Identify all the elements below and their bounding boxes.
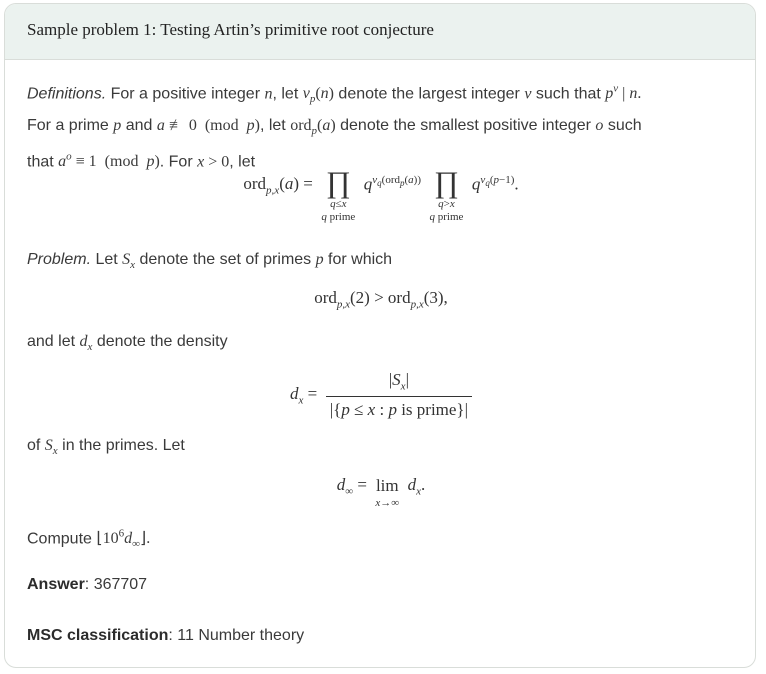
math-p: p (113, 116, 122, 134)
text: denote the set of primes (135, 251, 316, 268)
math-p: p (315, 251, 324, 268)
text: denote the density (92, 333, 228, 350)
math-ordp: ord$_p$(a) (290, 116, 336, 137)
math-dx: $d_x$ (79, 333, 93, 354)
answer-label: Answer (27, 576, 85, 593)
inequality-formula: ord$_{p,x}$(2) > ord$_{p,x}$(3), (314, 288, 448, 311)
msc-value: : 11 Number theory (168, 627, 305, 644)
definitions-line-2 (27, 113, 733, 144)
definitions-paragraph (27, 76, 733, 175)
density-paragraph (27, 329, 733, 360)
text: in the primes. Let (57, 437, 185, 454)
ord-definition-formula: ord$_{p,x}$(a) = ∏ q≤x q prime $q^{v_q(ord_p(a))}$ ∏ q>x q prime $q^{v_q(p-1)}$. (243, 166, 519, 223)
compute-paragraph (27, 521, 733, 558)
limit-operator: lim x→∞ (375, 476, 400, 509)
math-Sx: $S_x$ (122, 251, 136, 272)
text: and (121, 116, 157, 134)
text: denote the largest integer (333, 85, 525, 103)
text: , let (229, 153, 256, 171)
density-formula: $d_x$ = $\frac{|S_x|}{\text{|\{p ≤ x : p is prime\}|}}$ (5, 370, 756, 420)
math-o: o (595, 116, 604, 134)
text: for which (323, 251, 393, 268)
text: that (27, 153, 59, 171)
product-symbol-large-q: ∏ q>x q prime (429, 166, 464, 223)
card-title: Sample problem 1: Testing Artin’s primitive root conjecture (5, 4, 755, 60)
answer-line (27, 572, 733, 598)
msc-line (27, 623, 733, 649)
math-floor-expression: $⌊10^6d_\infty⌋$. (96, 528, 151, 551)
math-a-not-zero: a ≢ 0 (mod p) (156, 116, 260, 134)
math-n: n (264, 85, 273, 103)
math-congruence: $a^o \equiv 1$ (mod p) (58, 150, 160, 171)
definitions-lead: Definitions. (27, 85, 107, 103)
answer-value: : 367707 (84, 576, 148, 593)
problem-card (4, 3, 756, 668)
definitions-line-1 (27, 76, 733, 113)
msc-label: MSC classification (27, 627, 169, 644)
math-x-positive: x > 0 (197, 153, 230, 171)
text: such that (531, 85, 606, 103)
text: . For (159, 153, 198, 171)
text: denote the smallest positive integer (335, 116, 596, 134)
problem-lead: Problem. (27, 251, 92, 268)
text: For a positive integer (110, 85, 265, 103)
text: of (27, 437, 45, 454)
text: Compute (27, 530, 97, 548)
math-vp: $v_p(n)$ (302, 85, 334, 106)
math-Sx: $S_x$ (44, 437, 58, 458)
density-fraction: $\frac{|S_x|}{\text{|\{p ≤ x : p is prime\}|}}$ (326, 370, 472, 420)
primes-paragraph (27, 433, 733, 464)
math-pv-divides-n: $p^v$ | n. (605, 83, 642, 103)
problem-paragraph (27, 247, 733, 278)
limit-formula: $d_\infty$ = lim x→∞ $d_x$. (336, 475, 426, 509)
product-symbol-small-q: ∏ q≤x q prime (321, 166, 356, 223)
text: Let (91, 251, 123, 268)
math-v: v (524, 85, 532, 103)
text: , let (272, 85, 303, 103)
text: and let (27, 333, 80, 350)
text: , let (259, 116, 291, 134)
text: For a prime (27, 116, 114, 134)
text: such (603, 116, 642, 134)
